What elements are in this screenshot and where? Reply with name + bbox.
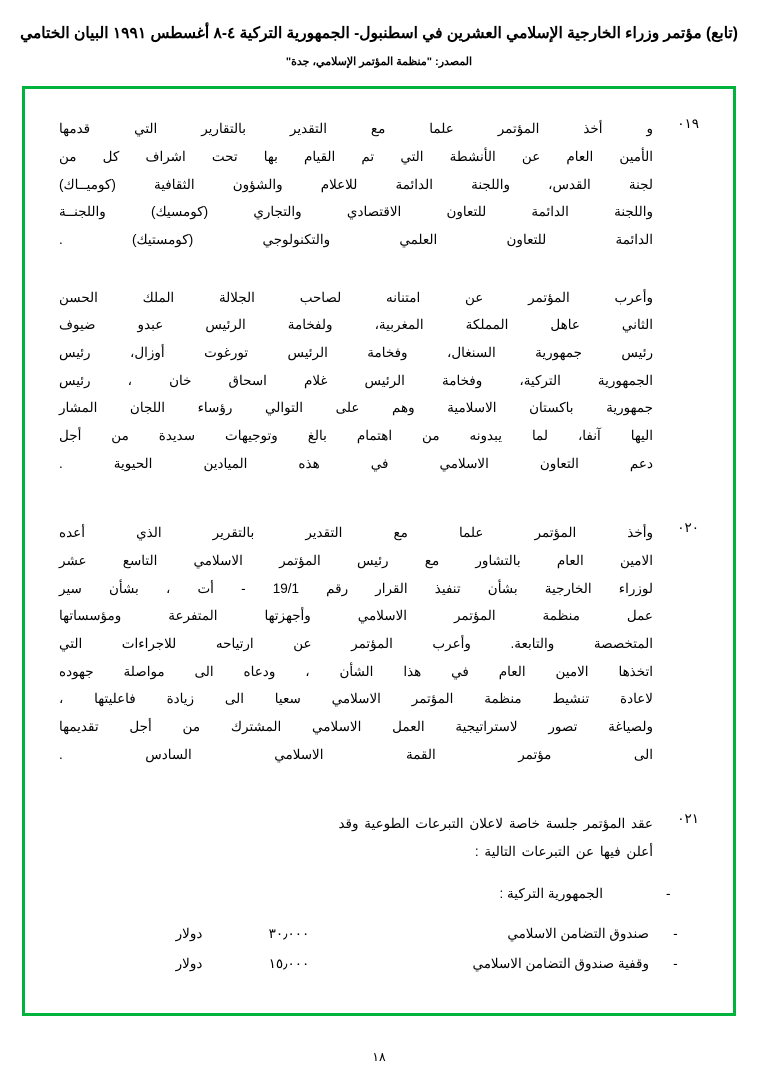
- donation-row: [59, 956, 699, 972]
- text-line: رئيس جمهورية السنغال، وفخامة الرئيس تورغوت أوزال، رئيس: [59, 344, 653, 360]
- page-footer: [0, 1049, 758, 1064]
- paragraph-number: ٠٢٠: [677, 520, 699, 536]
- paragraph-body: [59, 284, 653, 478]
- text-line: أعلن فيها عن التبرعات التالية :: [474, 844, 653, 860]
- country-row: [59, 886, 699, 902]
- text-line: جمهورية باكستان الاسلامية وهم على التوالي رؤساء اللجان المشار: [59, 400, 653, 416]
- text-line: الى مؤتمر القمة الاسلامي السادس .: [59, 746, 653, 762]
- text-line: ولصياغة تصور لاستراتيجية العمل الاسلامي المشترك من أجل تقديمها: [59, 719, 653, 735]
- donation-currency: دولار: [175, 955, 203, 971]
- paragraph-spacer: [59, 788, 699, 810]
- paragraph-spacer: [59, 497, 699, 519]
- donations-list: [59, 886, 699, 972]
- list-dash: -: [666, 885, 672, 901]
- country-label: الجمهورية التركية :: [499, 885, 603, 901]
- page-title: (تابع) مؤتمر وزراء الخارجية الإسلامي العشرين في اسطنبول- الجمهورية التركية ٤-٨ أغسطس ١٩٩١ البيان الختامي: [20, 25, 738, 42]
- text-line: الدائمة للتعاون العلمي والتكنولوجي (كومستيك) .: [59, 231, 653, 247]
- paragraph-spacer: [59, 274, 699, 284]
- paragraph-body: [59, 810, 653, 865]
- donation-amount: ١٥٫٠٠٠: [268, 955, 310, 971]
- paragraph-019: [59, 115, 699, 253]
- text-line: الأمين العام عن الأنشطة التي تم القيام بها تحت اشراف كل من: [59, 148, 653, 164]
- paragraph-thanks: [59, 284, 653, 478]
- content-frame: [22, 86, 736, 1016]
- list-spacer: [59, 916, 699, 926]
- paragraph-number: ٠١٩: [677, 116, 699, 132]
- text-line: المتخصصة والتابعة. وأعرب المؤتمر عن ارتياحه للاجراءات التي: [59, 636, 653, 651]
- page-number: ١٨: [372, 1050, 386, 1064]
- text-line: و أخذ المؤتمر علما مع التقدير بالتقارير التي قدمها: [59, 121, 653, 137]
- text-line: لجنة القدس، واللجنة الدائمة للاعلام والشؤون الثقافية (كوميــاك): [59, 176, 653, 192]
- text-line: وأخذ المؤتمر علما مع التقدير بالتقرير الذي أعده: [59, 525, 653, 541]
- paragraph-body: [59, 115, 653, 253]
- paragraph-020: [59, 519, 699, 768]
- paragraph-021: [59, 810, 699, 865]
- text-line: الثاني عاهل المملكة المغربية، ولفخامة الرئيس عبدو ضيوف: [59, 317, 653, 333]
- paragraph-body: [59, 519, 653, 768]
- donation-dash: -: [673, 955, 679, 971]
- page-header: [0, 0, 758, 68]
- donation-row: [59, 926, 699, 942]
- text-line: واللجنة الدائمة للتعاون الاقتصادي والتجاري (كومسيك) واللجنــة: [59, 204, 653, 220]
- page-source-line: المصدر: "منظمة المؤتمر الإسلامي، جدة": [285, 56, 473, 69]
- text-line: اتخذها الامين العام في هذا الشأن ، ودعاه الى مواصلة جهوده: [59, 663, 653, 679]
- paragraph-number: ٠٢١: [677, 811, 699, 827]
- text-line: عمل منظمة المؤتمر الاسلامي وأجهزتها المتفرعة ومؤسساتها: [59, 608, 653, 624]
- donation-currency: دولار: [175, 925, 203, 941]
- donation-amount: ٣٠٫٠٠٠: [268, 925, 310, 941]
- donation-name: صندوق التضامن الاسلامي: [507, 925, 649, 941]
- text-line: لاعادة تنشيط منظمة المؤتمر الاسلامي سعيا الى زيادة فاعليتها ،: [59, 691, 653, 707]
- text-line: عقد المؤتمر جلسة خاصة لاعلان التبرعات الطوعية وقد: [338, 816, 653, 832]
- donation-name: وقفية صندوق التضامن الاسلامي: [472, 955, 649, 971]
- text-line: وأعرب المؤتمر عن امتنانه لصاحب الجلالة الملك الحسن: [59, 289, 653, 305]
- text-line: لوزراء الخارجية بشأن تنفيذ القرار رقم 19/1 - أت ، بشأن سير: [59, 580, 653, 596]
- text-line: الجمهورية التركية، وفخامة الرئيس غلام اسحاق خان ، رئيس: [59, 372, 653, 388]
- text-line: اليها آنفا، لما يبدونه من اهتمام بالغ وتوجيهات سديدة من أجل: [59, 427, 653, 443]
- donation-dash: -: [673, 925, 679, 941]
- text-line: دعم التعاون الاسلامي في هذه الميادين الحيوية .: [59, 455, 653, 471]
- text-line: الامين العام بالتشاور مع رئيس المؤتمر الاسلامي التاسع عشر: [59, 552, 653, 568]
